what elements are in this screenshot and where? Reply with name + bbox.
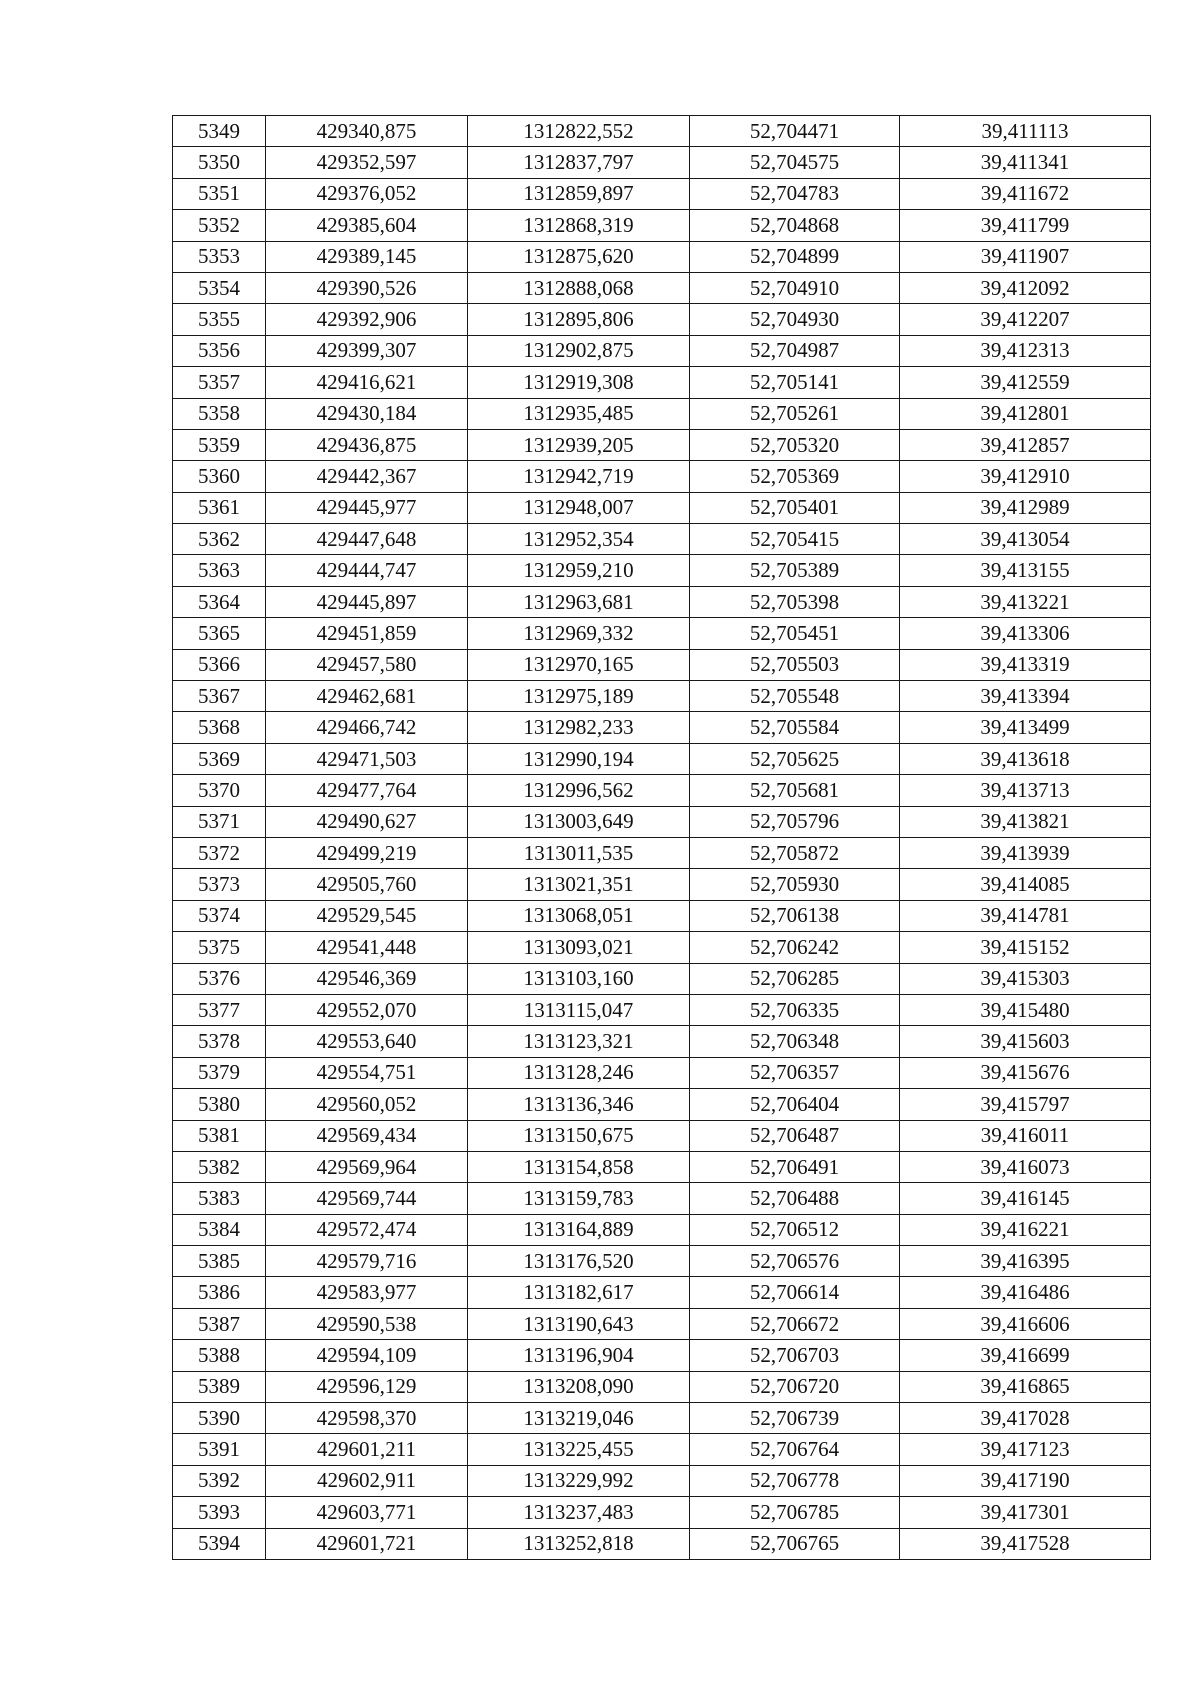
y-coordinate-cell: 1312902,875: [468, 335, 690, 366]
longitude-cell: 39,417190: [900, 1465, 1151, 1496]
point-number-cell: 5362: [173, 524, 266, 555]
latitude-cell: 52,705398: [690, 586, 900, 617]
x-coordinate-cell: 429596,129: [266, 1371, 468, 1402]
point-number-cell: 5389: [173, 1371, 266, 1402]
y-coordinate-cell: 1313159,783: [468, 1183, 690, 1214]
latitude-cell: 52,706491: [690, 1151, 900, 1182]
table-row: [173, 869, 1151, 900]
y-coordinate-cell: 1313115,047: [468, 994, 690, 1025]
latitude-cell: 52,706487: [690, 1120, 900, 1151]
x-coordinate-cell: 429529,545: [266, 900, 468, 931]
longitude-cell: 39,412910: [900, 461, 1151, 492]
latitude-cell: 52,704987: [690, 335, 900, 366]
point-number-cell: 5355: [173, 304, 266, 335]
point-number-cell: 5371: [173, 806, 266, 837]
point-number-cell: 5358: [173, 398, 266, 429]
latitude-cell: 52,705548: [690, 681, 900, 712]
longitude-cell: 39,413306: [900, 618, 1151, 649]
y-coordinate-cell: 1313252,818: [468, 1528, 690, 1559]
latitude-cell: 52,706138: [690, 900, 900, 931]
longitude-cell: 39,413499: [900, 712, 1151, 743]
y-coordinate-cell: 1313208,090: [468, 1371, 690, 1402]
x-coordinate-cell: 429602,911: [266, 1465, 468, 1496]
latitude-cell: 52,705415: [690, 524, 900, 555]
x-coordinate-cell: 429445,897: [266, 586, 468, 617]
point-number-cell: 5392: [173, 1465, 266, 1496]
latitude-cell: 52,706672: [690, 1308, 900, 1339]
table-row: [173, 1308, 1151, 1339]
longitude-cell: 39,413939: [900, 837, 1151, 868]
x-coordinate-cell: 429385,604: [266, 210, 468, 241]
y-coordinate-cell: 1313093,021: [468, 932, 690, 963]
longitude-cell: 39,417028: [900, 1403, 1151, 1434]
table-row: [173, 743, 1151, 774]
x-coordinate-cell: 429601,721: [266, 1528, 468, 1559]
y-coordinate-cell: 1313229,992: [468, 1465, 690, 1496]
latitude-cell: 52,705681: [690, 775, 900, 806]
longitude-cell: 39,411113: [900, 116, 1151, 147]
table-row: [173, 618, 1151, 649]
latitude-cell: 52,706357: [690, 1057, 900, 1088]
point-number-cell: 5394: [173, 1528, 266, 1559]
table-row: [173, 429, 1151, 460]
point-number-cell: 5386: [173, 1277, 266, 1308]
table-row: [173, 900, 1151, 931]
y-coordinate-cell: 1312952,354: [468, 524, 690, 555]
x-coordinate-cell: 429552,070: [266, 994, 468, 1025]
longitude-cell: 39,416865: [900, 1371, 1151, 1402]
x-coordinate-cell: 429477,764: [266, 775, 468, 806]
x-coordinate-cell: 429541,448: [266, 932, 468, 963]
longitude-cell: 39,416699: [900, 1340, 1151, 1371]
point-number-cell: 5391: [173, 1434, 266, 1465]
longitude-cell: 39,416221: [900, 1214, 1151, 1245]
latitude-cell: 52,705584: [690, 712, 900, 743]
y-coordinate-cell: 1312996,562: [468, 775, 690, 806]
table-row: [173, 837, 1151, 868]
table-row: [173, 335, 1151, 366]
y-coordinate-cell: 1312942,719: [468, 461, 690, 492]
longitude-cell: 39,415152: [900, 932, 1151, 963]
table-row: [173, 1528, 1151, 1559]
table-row: [173, 398, 1151, 429]
point-number-cell: 5376: [173, 963, 266, 994]
latitude-cell: 52,704910: [690, 272, 900, 303]
point-number-cell: 5381: [173, 1120, 266, 1151]
x-coordinate-cell: 429389,145: [266, 241, 468, 272]
x-coordinate-cell: 429569,434: [266, 1120, 468, 1151]
y-coordinate-cell: 1312919,308: [468, 367, 690, 398]
longitude-cell: 39,412207: [900, 304, 1151, 335]
table-row: [173, 1403, 1151, 1434]
longitude-cell: 39,412313: [900, 335, 1151, 366]
point-number-cell: 5363: [173, 555, 266, 586]
longitude-cell: 39,415797: [900, 1089, 1151, 1120]
latitude-cell: 52,706614: [690, 1277, 900, 1308]
y-coordinate-cell: 1313219,046: [468, 1403, 690, 1434]
x-coordinate-cell: 429499,219: [266, 837, 468, 868]
table-row: [173, 1465, 1151, 1496]
table-row: [173, 681, 1151, 712]
longitude-cell: 39,413155: [900, 555, 1151, 586]
y-coordinate-cell: 1312868,319: [468, 210, 690, 241]
latitude-cell: 52,705503: [690, 649, 900, 680]
table-row: [173, 1026, 1151, 1057]
latitude-cell: 52,705389: [690, 555, 900, 586]
point-number-cell: 5377: [173, 994, 266, 1025]
latitude-cell: 52,706512: [690, 1214, 900, 1245]
point-number-cell: 5378: [173, 1026, 266, 1057]
point-number-cell: 5388: [173, 1340, 266, 1371]
x-coordinate-cell: 429466,742: [266, 712, 468, 743]
latitude-cell: 52,704575: [690, 147, 900, 178]
point-number-cell: 5352: [173, 210, 266, 241]
table-row: [173, 712, 1151, 743]
longitude-cell: 39,415676: [900, 1057, 1151, 1088]
point-number-cell: 5365: [173, 618, 266, 649]
x-coordinate-cell: 429442,367: [266, 461, 468, 492]
point-number-cell: 5390: [173, 1403, 266, 1434]
y-coordinate-cell: 1312888,068: [468, 272, 690, 303]
latitude-cell: 52,706335: [690, 994, 900, 1025]
y-coordinate-cell: 1313123,321: [468, 1026, 690, 1057]
y-coordinate-cell: 1313136,346: [468, 1089, 690, 1120]
latitude-cell: 52,705872: [690, 837, 900, 868]
table-row: [173, 241, 1151, 272]
x-coordinate-cell: 429569,964: [266, 1151, 468, 1182]
longitude-cell: 39,412559: [900, 367, 1151, 398]
table-row: [173, 1340, 1151, 1371]
y-coordinate-cell: 1313164,889: [468, 1214, 690, 1245]
y-coordinate-cell: 1312970,165: [468, 649, 690, 680]
longitude-cell: 39,413618: [900, 743, 1151, 774]
point-number-cell: 5387: [173, 1308, 266, 1339]
latitude-cell: 52,706703: [690, 1340, 900, 1371]
x-coordinate-cell: 429594,109: [266, 1340, 468, 1371]
x-coordinate-cell: 429603,771: [266, 1497, 468, 1528]
table-row: [173, 1151, 1151, 1182]
longitude-cell: 39,415303: [900, 963, 1151, 994]
x-coordinate-cell: 429505,760: [266, 869, 468, 900]
longitude-cell: 39,413713: [900, 775, 1151, 806]
table-row: [173, 1120, 1151, 1151]
y-coordinate-cell: 1312948,007: [468, 492, 690, 523]
longitude-cell: 39,411907: [900, 241, 1151, 272]
x-coordinate-cell: 429416,621: [266, 367, 468, 398]
latitude-cell: 52,706242: [690, 932, 900, 963]
longitude-cell: 39,416486: [900, 1277, 1151, 1308]
y-coordinate-cell: 1312875,620: [468, 241, 690, 272]
longitude-cell: 39,411672: [900, 178, 1151, 209]
point-number-cell: 5369: [173, 743, 266, 774]
x-coordinate-cell: 429457,580: [266, 649, 468, 680]
x-coordinate-cell: 429447,648: [266, 524, 468, 555]
x-coordinate-cell: 429340,875: [266, 116, 468, 147]
table-row: [173, 178, 1151, 209]
x-coordinate-cell: 429471,503: [266, 743, 468, 774]
point-number-cell: 5368: [173, 712, 266, 743]
point-number-cell: 5359: [173, 429, 266, 460]
coordinates-table: [172, 115, 1151, 1560]
longitude-cell: 39,415480: [900, 994, 1151, 1025]
y-coordinate-cell: 1313182,617: [468, 1277, 690, 1308]
y-coordinate-cell: 1312959,210: [468, 555, 690, 586]
x-coordinate-cell: 429445,977: [266, 492, 468, 523]
point-number-cell: 5366: [173, 649, 266, 680]
table-row: [173, 1089, 1151, 1120]
x-coordinate-cell: 429462,681: [266, 681, 468, 712]
x-coordinate-cell: 429598,370: [266, 1403, 468, 1434]
longitude-cell: 39,416011: [900, 1120, 1151, 1151]
longitude-cell: 39,416073: [900, 1151, 1151, 1182]
longitude-cell: 39,414085: [900, 869, 1151, 900]
point-number-cell: 5372: [173, 837, 266, 868]
longitude-cell: 39,416606: [900, 1308, 1151, 1339]
latitude-cell: 52,706285: [690, 963, 900, 994]
point-number-cell: 5385: [173, 1246, 266, 1277]
point-number-cell: 5364: [173, 586, 266, 617]
longitude-cell: 39,411799: [900, 210, 1151, 241]
y-coordinate-cell: 1313196,904: [468, 1340, 690, 1371]
y-coordinate-cell: 1313237,483: [468, 1497, 690, 1528]
longitude-cell: 39,413821: [900, 806, 1151, 837]
x-coordinate-cell: 429601,211: [266, 1434, 468, 1465]
y-coordinate-cell: 1313021,351: [468, 869, 690, 900]
latitude-cell: 52,706764: [690, 1434, 900, 1465]
table-row: [173, 649, 1151, 680]
table-row: [173, 367, 1151, 398]
table-row: [173, 775, 1151, 806]
latitude-cell: 52,705141: [690, 367, 900, 398]
latitude-cell: 52,704930: [690, 304, 900, 335]
longitude-cell: 39,413319: [900, 649, 1151, 680]
y-coordinate-cell: 1313176,520: [468, 1246, 690, 1277]
point-number-cell: 5351: [173, 178, 266, 209]
longitude-cell: 39,411341: [900, 147, 1151, 178]
y-coordinate-cell: 1312837,797: [468, 147, 690, 178]
longitude-cell: 39,413054: [900, 524, 1151, 555]
longitude-cell: 39,415603: [900, 1026, 1151, 1057]
x-coordinate-cell: 429392,906: [266, 304, 468, 335]
table-row: [173, 555, 1151, 586]
latitude-cell: 52,705451: [690, 618, 900, 649]
x-coordinate-cell: 429399,307: [266, 335, 468, 366]
x-coordinate-cell: 429430,184: [266, 398, 468, 429]
y-coordinate-cell: 1313154,858: [468, 1151, 690, 1182]
table-row: [173, 492, 1151, 523]
x-coordinate-cell: 429590,538: [266, 1308, 468, 1339]
latitude-cell: 52,705625: [690, 743, 900, 774]
latitude-cell: 52,704783: [690, 178, 900, 209]
point-number-cell: 5375: [173, 932, 266, 963]
latitude-cell: 52,704471: [690, 116, 900, 147]
y-coordinate-cell: 1313003,649: [468, 806, 690, 837]
table-row: [173, 586, 1151, 617]
point-number-cell: 5380: [173, 1089, 266, 1120]
table-row: [173, 524, 1151, 555]
x-coordinate-cell: 429546,369: [266, 963, 468, 994]
point-number-cell: 5360: [173, 461, 266, 492]
table-row: [173, 994, 1151, 1025]
longitude-cell: 39,413221: [900, 586, 1151, 617]
x-coordinate-cell: 429451,859: [266, 618, 468, 649]
point-number-cell: 5350: [173, 147, 266, 178]
longitude-cell: 39,412092: [900, 272, 1151, 303]
latitude-cell: 52,706404: [690, 1089, 900, 1120]
table-row: [173, 1183, 1151, 1214]
y-coordinate-cell: 1312969,332: [468, 618, 690, 649]
longitude-cell: 39,417528: [900, 1528, 1151, 1559]
x-coordinate-cell: 429553,640: [266, 1026, 468, 1057]
longitude-cell: 39,412801: [900, 398, 1151, 429]
y-coordinate-cell: 1313190,643: [468, 1308, 690, 1339]
table-row: [173, 932, 1151, 963]
y-coordinate-cell: 1312822,552: [468, 116, 690, 147]
table-row: [173, 116, 1151, 147]
point-number-cell: 5349: [173, 116, 266, 147]
x-coordinate-cell: 429560,052: [266, 1089, 468, 1120]
table-row: [173, 272, 1151, 303]
point-number-cell: 5382: [173, 1151, 266, 1182]
latitude-cell: 52,706778: [690, 1465, 900, 1496]
y-coordinate-cell: 1312982,233: [468, 712, 690, 743]
point-number-cell: 5374: [173, 900, 266, 931]
x-coordinate-cell: 429352,597: [266, 147, 468, 178]
longitude-cell: 39,416145: [900, 1183, 1151, 1214]
point-number-cell: 5357: [173, 367, 266, 398]
table-row: [173, 461, 1151, 492]
latitude-cell: 52,704899: [690, 241, 900, 272]
x-coordinate-cell: 429490,627: [266, 806, 468, 837]
x-coordinate-cell: 429376,052: [266, 178, 468, 209]
longitude-cell: 39,413394: [900, 681, 1151, 712]
table-row: [173, 1434, 1151, 1465]
x-coordinate-cell: 429579,716: [266, 1246, 468, 1277]
latitude-cell: 52,706488: [690, 1183, 900, 1214]
coordinates-table-body: [173, 116, 1151, 1560]
longitude-cell: 39,412989: [900, 492, 1151, 523]
y-coordinate-cell: 1312935,485: [468, 398, 690, 429]
latitude-cell: 52,706785: [690, 1497, 900, 1528]
point-number-cell: 5367: [173, 681, 266, 712]
x-coordinate-cell: 429569,744: [266, 1183, 468, 1214]
table-row: [173, 1277, 1151, 1308]
latitude-cell: 52,706765: [690, 1528, 900, 1559]
table-row: [173, 1214, 1151, 1245]
y-coordinate-cell: 1313011,535: [468, 837, 690, 868]
x-coordinate-cell: 429444,747: [266, 555, 468, 586]
x-coordinate-cell: 429554,751: [266, 1057, 468, 1088]
y-coordinate-cell: 1312859,897: [468, 178, 690, 209]
latitude-cell: 52,706739: [690, 1403, 900, 1434]
point-number-cell: 5370: [173, 775, 266, 806]
table-row: [173, 1057, 1151, 1088]
latitude-cell: 52,704868: [690, 210, 900, 241]
point-number-cell: 5356: [173, 335, 266, 366]
y-coordinate-cell: 1313103,160: [468, 963, 690, 994]
point-number-cell: 5383: [173, 1183, 266, 1214]
point-number-cell: 5354: [173, 272, 266, 303]
latitude-cell: 52,705369: [690, 461, 900, 492]
table-row: [173, 210, 1151, 241]
latitude-cell: 52,705401: [690, 492, 900, 523]
y-coordinate-cell: 1313225,455: [468, 1434, 690, 1465]
table-row: [173, 304, 1151, 335]
y-coordinate-cell: 1313150,675: [468, 1120, 690, 1151]
latitude-cell: 52,705320: [690, 429, 900, 460]
x-coordinate-cell: 429572,474: [266, 1214, 468, 1245]
y-coordinate-cell: 1313128,246: [468, 1057, 690, 1088]
point-number-cell: 5384: [173, 1214, 266, 1245]
latitude-cell: 52,705261: [690, 398, 900, 429]
longitude-cell: 39,417123: [900, 1434, 1151, 1465]
latitude-cell: 52,705796: [690, 806, 900, 837]
longitude-cell: 39,417301: [900, 1497, 1151, 1528]
point-number-cell: 5353: [173, 241, 266, 272]
y-coordinate-cell: 1312963,681: [468, 586, 690, 617]
point-number-cell: 5393: [173, 1497, 266, 1528]
y-coordinate-cell: 1312895,806: [468, 304, 690, 335]
table-row: [173, 963, 1151, 994]
latitude-cell: 52,705930: [690, 869, 900, 900]
latitude-cell: 52,706576: [690, 1246, 900, 1277]
latitude-cell: 52,706348: [690, 1026, 900, 1057]
y-coordinate-cell: 1312990,194: [468, 743, 690, 774]
x-coordinate-cell: 429436,875: [266, 429, 468, 460]
longitude-cell: 39,414781: [900, 900, 1151, 931]
table-row: [173, 1371, 1151, 1402]
y-coordinate-cell: 1313068,051: [468, 900, 690, 931]
x-coordinate-cell: 429583,977: [266, 1277, 468, 1308]
table-row: [173, 806, 1151, 837]
y-coordinate-cell: 1312939,205: [468, 429, 690, 460]
longitude-cell: 39,416395: [900, 1246, 1151, 1277]
point-number-cell: 5379: [173, 1057, 266, 1088]
table-row: [173, 147, 1151, 178]
latitude-cell: 52,706720: [690, 1371, 900, 1402]
table-row: [173, 1497, 1151, 1528]
table-row: [173, 1246, 1151, 1277]
x-coordinate-cell: 429390,526: [266, 272, 468, 303]
point-number-cell: 5373: [173, 869, 266, 900]
y-coordinate-cell: 1312975,189: [468, 681, 690, 712]
point-number-cell: 5361: [173, 492, 266, 523]
longitude-cell: 39,412857: [900, 429, 1151, 460]
